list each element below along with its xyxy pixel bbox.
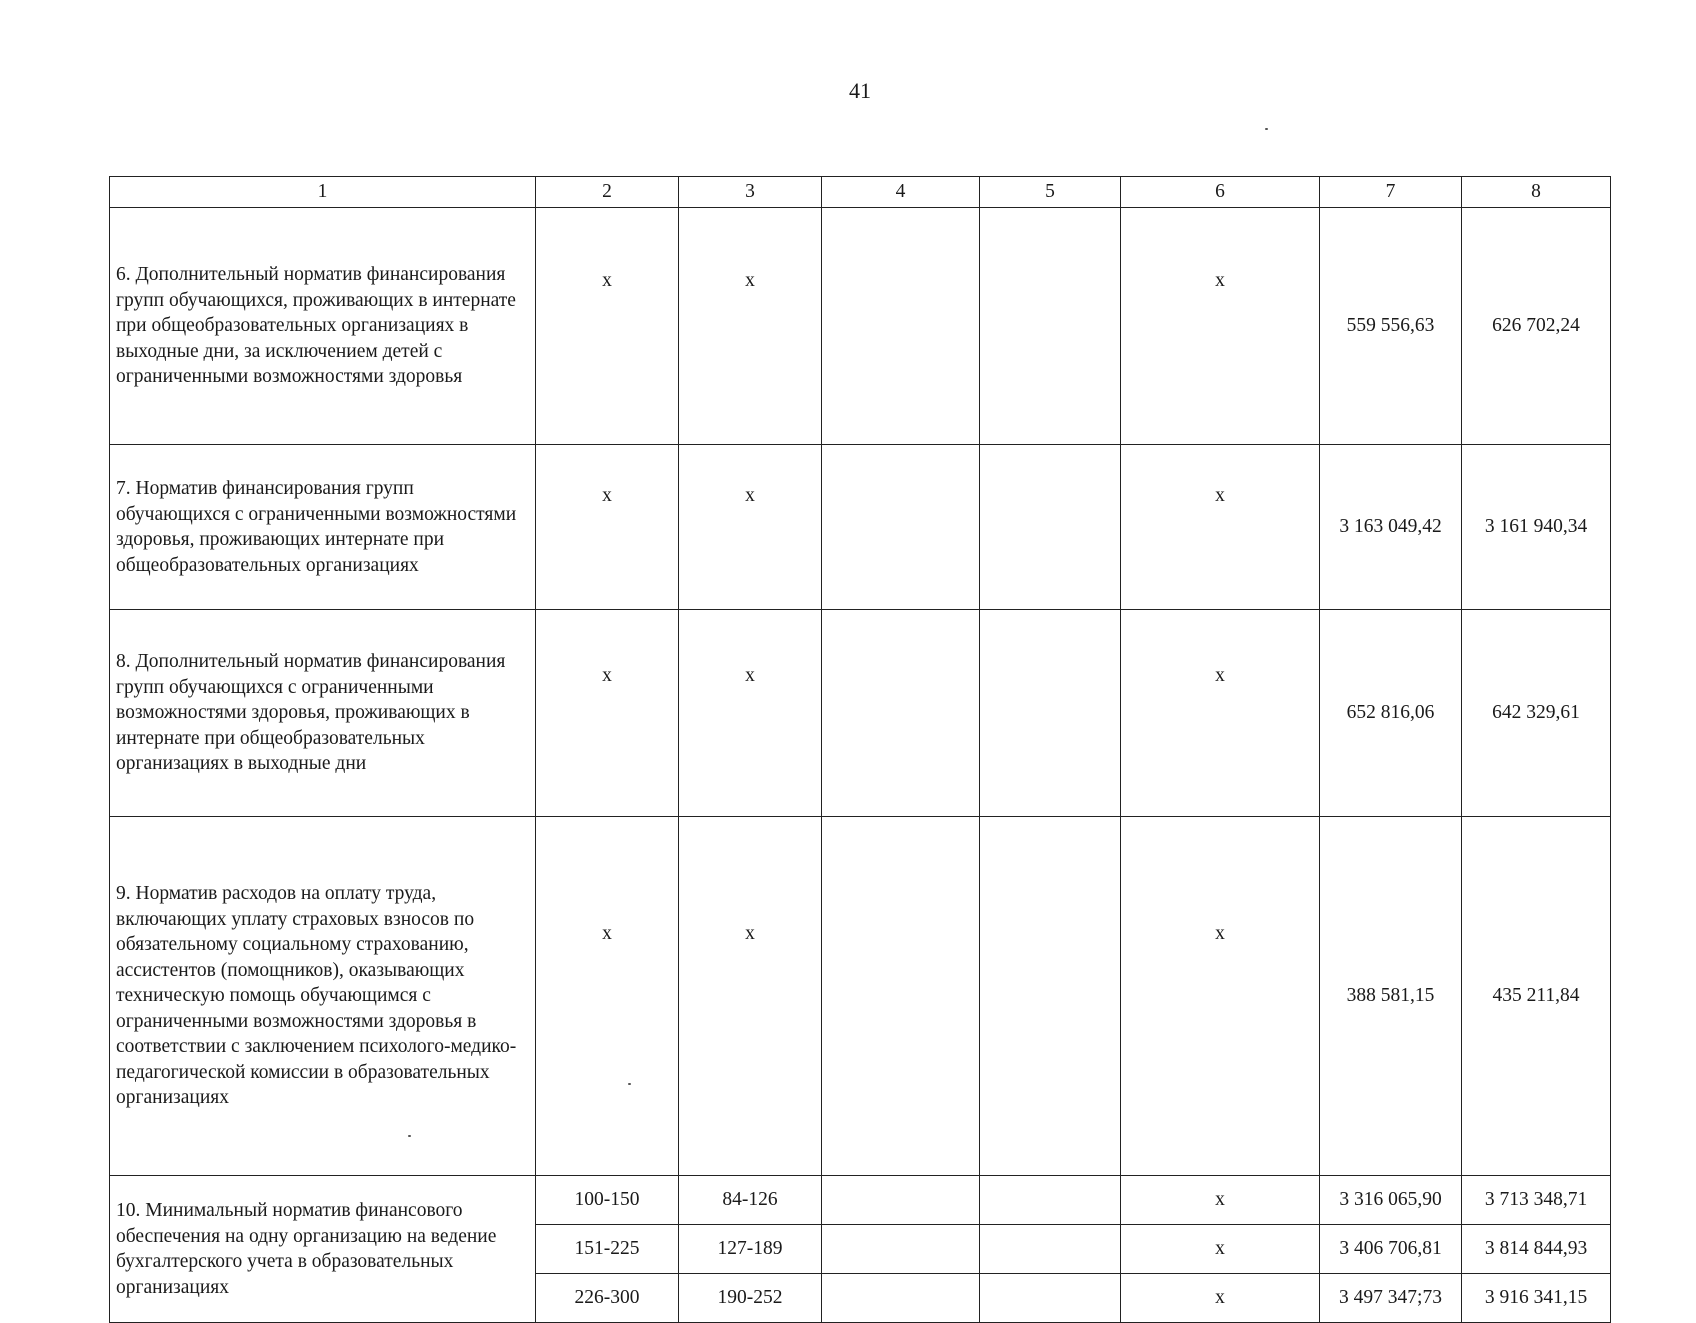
cell-col7: 3 497 347;73 xyxy=(1320,1274,1462,1323)
cell-col5 xyxy=(980,817,1121,1176)
scan-speck xyxy=(628,1083,631,1085)
scan-speck xyxy=(408,1135,411,1137)
cell-col8: 626 702,24 xyxy=(1462,208,1611,445)
cell-col5 xyxy=(980,445,1121,610)
table-row xyxy=(110,445,1611,610)
cell-col6: х xyxy=(1121,610,1320,817)
cell-col6: х xyxy=(1121,1176,1320,1225)
header-row xyxy=(110,177,1611,208)
cell-col5 xyxy=(980,208,1121,445)
cell-col7: 3 163 049,42 xyxy=(1320,445,1462,610)
cell-col5 xyxy=(980,1225,1121,1274)
cell-col4 xyxy=(822,1225,980,1274)
header-cell: 4 xyxy=(822,177,980,208)
row-label: 10. Минимальный норматив финансового обеспечения на одну организацию на ведение бухгалтерского учета в образовательных организациях xyxy=(110,1176,536,1323)
table-row xyxy=(110,610,1611,817)
header-cell: 8 xyxy=(1462,177,1611,208)
cell-col2: х xyxy=(536,445,679,610)
cell-col7: 3 316 065,90 xyxy=(1320,1176,1462,1225)
page-number: 41 xyxy=(849,78,871,103)
cell-col3: х xyxy=(679,817,822,1176)
cell-col3: х xyxy=(679,610,822,817)
cell-col5 xyxy=(980,610,1121,817)
cell-col5 xyxy=(980,1274,1121,1323)
cell-col7: 559 556,63 xyxy=(1320,208,1462,445)
table-row xyxy=(110,1176,1611,1225)
scan-speck xyxy=(1265,128,1268,130)
cell-col8: 3 814 844,93 xyxy=(1462,1225,1611,1274)
cell-col8: 435 211,84 xyxy=(1462,817,1611,1176)
cell-col6: х xyxy=(1121,208,1320,445)
cell-col8: 642 329,61 xyxy=(1462,610,1611,817)
cell-col6: х xyxy=(1121,1225,1320,1274)
cell-col2: 100-150 xyxy=(536,1176,679,1225)
table-row xyxy=(110,208,1611,445)
header-cell: 5 xyxy=(980,177,1121,208)
cell-col3: х xyxy=(679,208,822,445)
cell-col4 xyxy=(822,1176,980,1225)
cell-col3: х xyxy=(679,445,822,610)
cell-col5 xyxy=(980,1176,1121,1225)
cell-col2: 226-300 xyxy=(536,1274,679,1323)
cell-col2: х xyxy=(536,610,679,817)
header-cell: 1 xyxy=(110,177,536,208)
cell-col4 xyxy=(822,817,980,1176)
cell-col8: 3 713 348,71 xyxy=(1462,1176,1611,1225)
table-row xyxy=(110,817,1611,1176)
cell-col4 xyxy=(822,208,980,445)
cell-col2: 151-225 xyxy=(536,1225,679,1274)
cell-col6: х xyxy=(1121,445,1320,610)
cell-col4 xyxy=(822,610,980,817)
row-label: 6. Дополнительный норматив финансирования групп обучающихся, проживающих в интернате при общеобразовательных организациях в выходные дни, за исключением детей с ограниченными возможностями здоровья xyxy=(110,208,536,445)
cell-col7: 388 581,15 xyxy=(1320,817,1462,1176)
header-cell: 2 xyxy=(536,177,679,208)
cell-col8: 3 916 341,15 xyxy=(1462,1274,1611,1323)
cell-col4 xyxy=(822,445,980,610)
header-cell: 3 xyxy=(679,177,822,208)
cell-col2: х xyxy=(536,817,679,1176)
normatives-table xyxy=(109,176,1611,1323)
cell-col4 xyxy=(822,1274,980,1323)
row-label: 8. Дополнительный норматив финансирования групп обучающихся с ограниченными возможностями здоровья, проживающих в интернате при общеобразовательных организациях в выходные дни xyxy=(110,610,536,817)
cell-col3: 84-126 xyxy=(679,1176,822,1225)
cell-col8: 3 161 940,34 xyxy=(1462,445,1611,610)
cell-col3: 190-252 xyxy=(679,1274,822,1323)
cell-col6: х xyxy=(1121,1274,1320,1323)
cell-col7: 652 816,06 xyxy=(1320,610,1462,817)
cell-col3: 127-189 xyxy=(679,1225,822,1274)
cell-col2: х xyxy=(536,208,679,445)
row-label: 9. Норматив расходов на оплату труда, включающих уплату страховых взносов по обязательному социальному страхованию, ассистентов (помощников), оказывающих техническую помощь обучающимся с ограниченными возможностями здоровья в соответствии с заключением психолого-медико-педагогической комиссии в образовательных организациях xyxy=(110,817,536,1176)
header-cell: 7 xyxy=(1320,177,1462,208)
row-label: 7. Норматив финансирования групп обучающихся с ограниченными возможностями здоровья, проживающих интернате при общеобразовательных организациях xyxy=(110,445,536,610)
cell-col7: 3 406 706,81 xyxy=(1320,1225,1462,1274)
cell-col6: х xyxy=(1121,817,1320,1176)
header-cell: 6 xyxy=(1121,177,1320,208)
